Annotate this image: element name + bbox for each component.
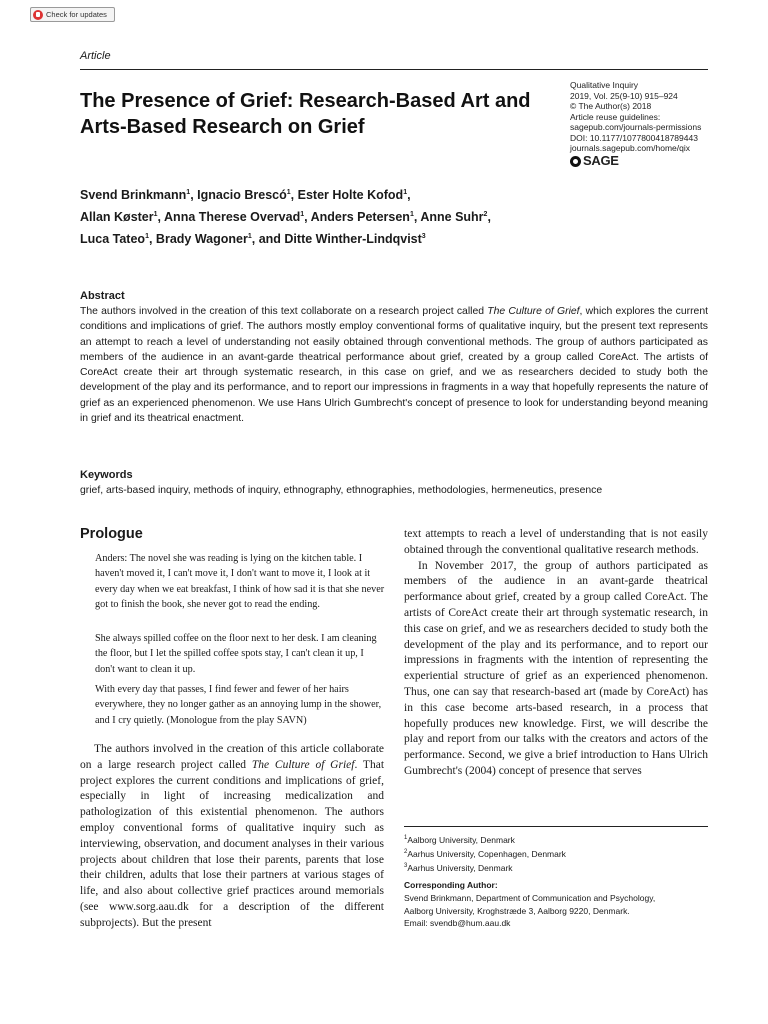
article-type-label: Article — [80, 50, 111, 62]
journal-volume: 2019, Vol. 25(9-10) 915–924 — [570, 90, 678, 101]
body-paragraph: The authors involved in the creation of this article collaborate on a large research project called The Culture of Grief. That project explores the current conditions and implications of grief, especially in light of increasing medicalization and pathologization of this existential phenomenon. The authors employ conventional forms of qualitative inquiry such as interviewing, observation, and document analyses in their various projects about children that lose their parents, parents that lose their children, adults that lose their partners at various stages of life, and also about collective grief practices around memorials (see www.sorg.aau.dk for a description of the different subprojects). But the present — [80, 743, 385, 929]
body-paragraph: In November 2017, the group of authors participated as members of the audience in an avant-garde theatrical performance about grief, created by a group called CoreAct. The artists of CoreAct create their art through systematic research, in this case on grief, and we as researchers decided to study both the development of the play and its performance, and to report our impressions in fragments with the intention of representing the experiential structure of grief as an experienced phenomenon. Thus, one can say that research-based art (made by CoreAct) has in this case become arts-based research, in a process that hopefully produces new knowledge. First, we will describe the play and report from our talks with the creators and actors of the performance. Second, we give a brief introduction to Hans Ulrich Gumbrecht's (2004) concept of presence that serves — [404, 559, 708, 777]
section-heading-prologue: Prologue — [80, 526, 143, 542]
bookmark-icon — [33, 10, 43, 20]
abstract-text: The authors involved in the creation of this text collaborate on a research project called The Culture of Grief, which explores the current conditions and implications of grief. The authors mostly employ conventional forms of qualitative inquiry, but the present text represents an attempt to reach a level of understanding not easily obtained through conventional methods. The group of authors participated as members of the audience in an avant-garde theatrical performance about grief, created by a group called CoreAct. The artists of CoreAct create their art through systematic research, in this case on grief, and we as researchers decided to study both the development of the play and its performance, and to report our impressions in fragments in a way that hopefully represents the nature of grief as an experienced phenomenon. We use Hans Ulrich Gumbrecht's concept of presence to look for understanding beyond meaning in grief and its theatrical enactment. — [80, 306, 709, 425]
journal-info — [570, 80, 730, 167]
body-column-right — [404, 527, 708, 780]
journal-name: Qualitative Inquiry — [570, 80, 639, 90]
author: Svend Brinkmann — [80, 188, 187, 203]
corresponding-line: Svend Brinkmann, Department of Communication and Psychology, — [404, 893, 656, 903]
abstract-heading: Abstract — [80, 290, 125, 302]
corresponding-author-details — [404, 892, 708, 930]
author-affiliation-marker: 1 — [300, 211, 305, 219]
body-paragraph: text attempts to reach a level of understanding that is not easily obtained through the conventional qualitative research methods. — [404, 528, 708, 556]
author-affiliation-marker: 1 — [409, 211, 414, 219]
footnote-rule — [404, 826, 708, 827]
header-rule — [80, 69, 708, 70]
publisher-name: SAGE — [583, 152, 619, 168]
author-affiliation-marker: 1 — [247, 233, 252, 241]
check-for-updates-label: Check for updates — [46, 10, 107, 19]
corresponding-email[interactable]: Email: svendb@hum.aau.dk — [404, 918, 511, 928]
sage-mark-icon — [570, 156, 581, 167]
author: Anne Suhr — [420, 210, 484, 225]
corresponding-author-heading: Corresponding Author: — [404, 880, 498, 890]
copyright: © The Author(s) 2018 — [570, 101, 652, 111]
author: Ester Holte Kofod — [297, 188, 404, 203]
author-affiliation-marker: 1 — [403, 189, 408, 196]
monologue-quote: Anders: The novel she was reading is lying on the kitchen table. I haven't moved it, I can't move it, I don't want to move it, I look at it every day when we eat breakfast, I think of how sad it is that she never got to finish the book, she never got to read the ending. — [95, 553, 385, 611]
author-list: Svend Brinkmann$^1$, Ignacio Brescó$^1$, Ester Holte Kofod$^1$, Allan Køster$^1$, Anna Therese Overvad$^1$, Anders Petersen$^1$, Anne Suhr$^2$, Luca Tateo$^1$, Brady Wagoner$^1$, and Ditte Winther-Lindqvist$^3$ — [80, 188, 491, 247]
keywords-list: grief, arts-based inquiry, methods of inquiry, ethnography, ethnographies, methodologies, hermeneutics, presence — [80, 485, 603, 496]
author-affiliation-marker: 1 — [186, 189, 191, 196]
monologue-quote: With every day that passes, I find fewer and fewer of her hairs everywhere, they no longer gather as an annoying lump in the shower, and I cry quietly. (Monologue from the play SAVN) — [95, 684, 382, 726]
corresponding-line: Aalborg University, Kroghstræde 3, Aalborg 9220, Denmark. — [404, 905, 630, 916]
author: Ignacio Brescó — [197, 188, 287, 203]
author: Brady Wagoner — [155, 232, 248, 247]
author-affiliation-marker: 1 — [153, 211, 158, 219]
doi[interactable]: DOI: 10.1177/1077800418789443 — [570, 132, 698, 143]
affiliation: $^2$Aarhus University, Copenhagen, Denmark — [404, 848, 566, 859]
journal-home-link[interactable]: journals.sagepub.com/home/qix — [570, 143, 691, 153]
author-affiliation-marker: 1 — [145, 233, 149, 241]
keywords-heading: Keywords — [80, 469, 133, 481]
author: Anders Petersen — [310, 210, 410, 225]
author: Luca Tateo — [80, 232, 146, 247]
author: Ditte Winther-Lindqvist — [284, 232, 422, 247]
affiliation: $^3$Aarhus University, Denmark — [404, 862, 513, 873]
paper-title: The Presence of Grief: Research-Based Art and Arts-Based Research on Grief — [80, 90, 531, 138]
reuse-label: Article reuse guidelines: — [570, 111, 661, 122]
author-affiliation-marker: 2 — [483, 211, 488, 219]
check-for-updates-badge[interactable] — [30, 7, 115, 22]
monologue-quote: She always spilled coffee on the floor next to her desk. I am cleaning the floor, but I let the spilled coffee spots stay, I can't clean it up, I don't want to clean it up. — [95, 633, 377, 675]
sage-logo — [570, 152, 730, 168]
affiliations — [404, 832, 708, 873]
permissions-link[interactable]: sagepub.com/journals-permissions — [570, 122, 702, 132]
author: Allan Køster — [80, 210, 154, 225]
author-affiliation-marker: 1 — [286, 189, 291, 196]
affiliation: $^1$Aalborg University, Denmark — [404, 834, 515, 845]
author: Anna Therese Overvad — [164, 210, 301, 225]
author-affiliation-marker: 3 — [421, 233, 426, 241]
